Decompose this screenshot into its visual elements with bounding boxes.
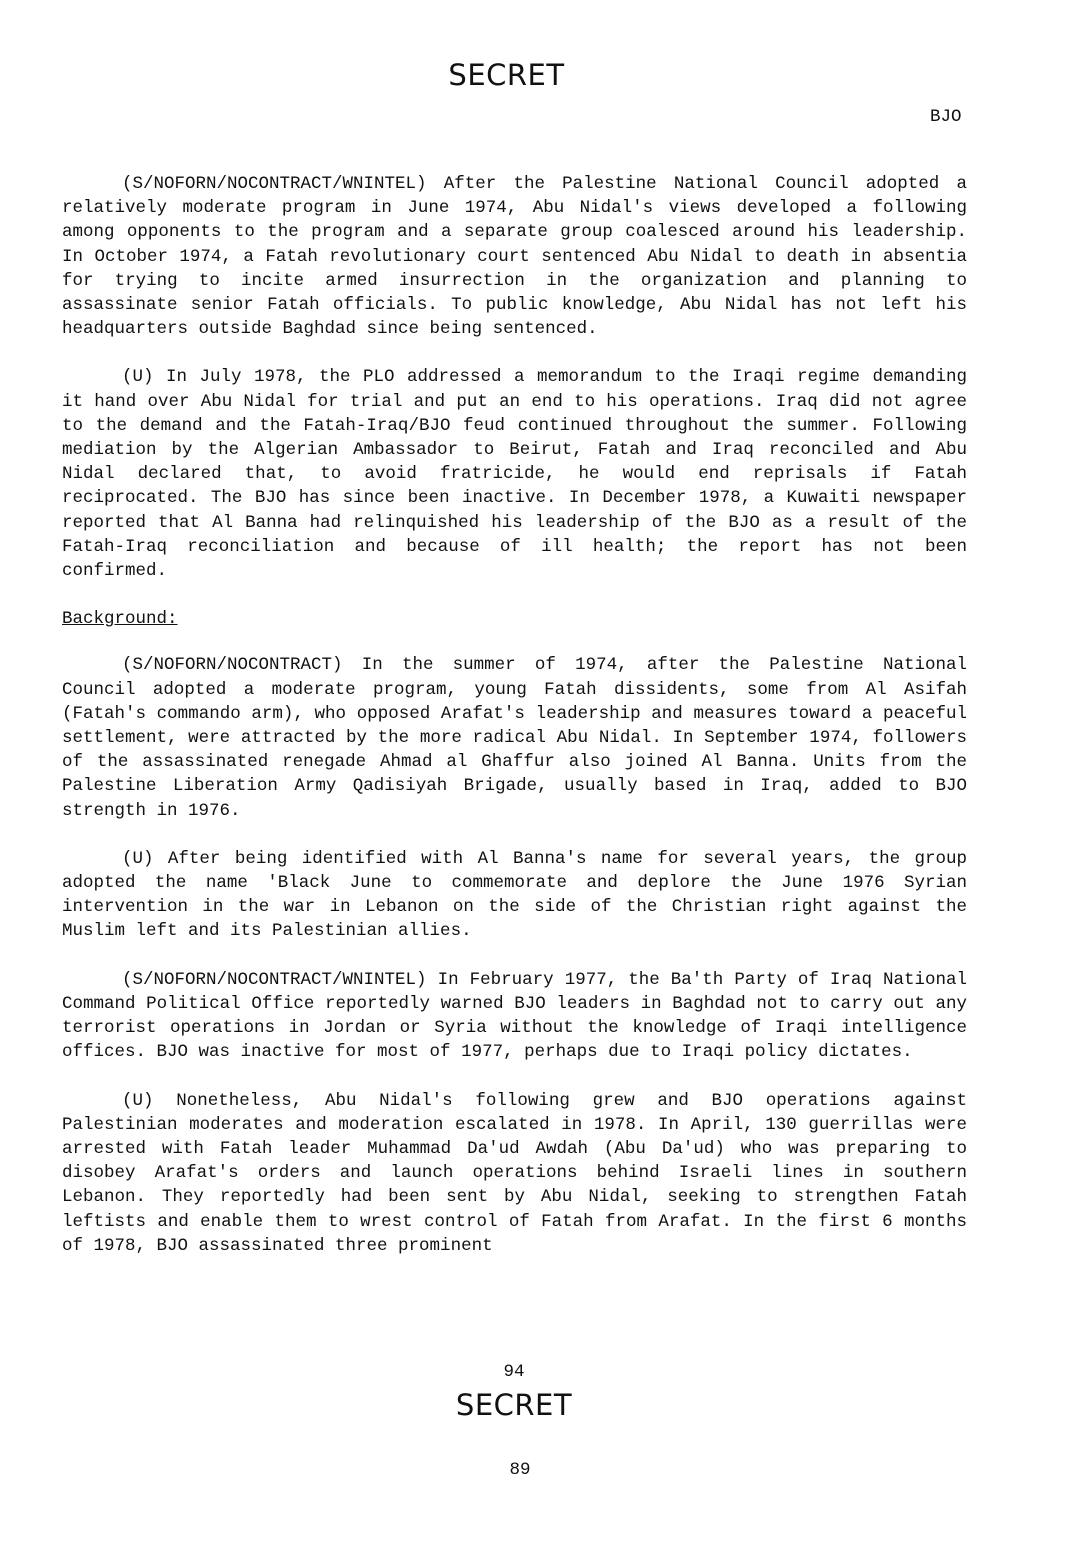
document-code: BJO <box>930 107 962 127</box>
release-page-number: 89 <box>509 1460 531 1480</box>
section-heading-background: Background: <box>62 609 178 630</box>
classification-marking-top: SECRET <box>448 58 565 92</box>
paragraph-background-1974: (S/NOFORN/NOCONTRACT) In the summer of 1974, after the Palestine National Council adopted a moderate program, young Fatah dissidents, some from Al Asifah (Fatah's commando arm), who opposed Arafat's leadership and measures toward a peaceful settlement, were attracted by the more radical Abu Nidal. In September 1974, followers of the assassinated renegade Ahmad al Ghaffur also joined Al Banna. Units from the Palestine Liberation Army Qadisiyah Brigade, usually based in Iraq, added to BJO strength in 1976. <box>62 655 967 821</box>
paragraph-adoption-program: (S/NOFORN/NOCONTRACT/WNINTEL) After the Palestine National Council adopted a relatively moderate program in June 1974, Abu Nidal's views developed a following among opponents to the program and a separate group coalesced around his leadership. In October 1974, a Fatah revolutionary court sentenced Abu Nidal to death in absentia for trying to incite armed insurrection in the organization and planning to assassinate senior Fatah officials. To public knowledge, Abu Nidal has not left his headquarters outside Baghdad since being sentenced. <box>62 174 967 340</box>
paragraph-black-june-name: (U) After being identified with Al Banna's name for several years, the group adopted the name 'Black June to commemorate and deplore the June 1976 Syrian intervention in the war in Lebanon on the side of the Christian right against the Muslim left and its Palestinian allies. <box>62 848 967 942</box>
paragraph-bath-party-warning: (S/NOFORN/NOCONTRACT/WNINTEL) In February 1977, the Ba'th Party of Iraq National Command Political Office reportedly warned BJO leaders in Baghdad not to carry out any terrorist operations in Jordan or Syria without the knowledge of Iraqi intelligence offices. BJO was inactive for most of 1977, perhaps due to Iraqi policy dictates. <box>62 969 967 1063</box>
paragraph-plo-memorandum: (U) In July 1978, the PLO addressed a memorandum to the Iraqi regime demanding it hand over Abu Nidal for trial and put an end to his operations. Iraq did not agree to the demand and the Fatah-Iraq/BJO feud continued throughout the summer. Following mediation by the Algerian Ambassador to Beirut, Fatah and Iraq reconciled and Abu Nidal declared that, to avoid fratricide, he would end reprisals if Fatah reciprocated. The BJO has since been inactive. In December 1978, a Kuwaiti newspaper reported that Al Banna had relinquished his leadership of the BJO as a result of the Fatah-Iraq reconciliation and because of ill health; the report has not been confirmed. <box>62 367 967 582</box>
paragraph-operations-1978: (U) Nonetheless, Abu Nidal's following grew and BJO operations against Palestinian moderates and moderation escalated in 1978. In April, 130 guerrillas were arrested with Fatah leader Muhammad Da'ud Awdah (Abu Da'ud) who was preparing to disobey Arafat's orders and launch operations behind Israeli lines in southern Lebanon. They reportedly had been sent by Abu Nidal, seeking to strengthen Fatah leftists and enable them to wrest control of Fatah from Arafat. In the first 6 months of 1978, BJO assassinated three prominent <box>62 1090 967 1256</box>
page-number: 94 <box>503 1362 525 1382</box>
document-body <box>62 172 967 1258</box>
classification-marking-bottom: SECRET <box>455 1388 573 1422</box>
